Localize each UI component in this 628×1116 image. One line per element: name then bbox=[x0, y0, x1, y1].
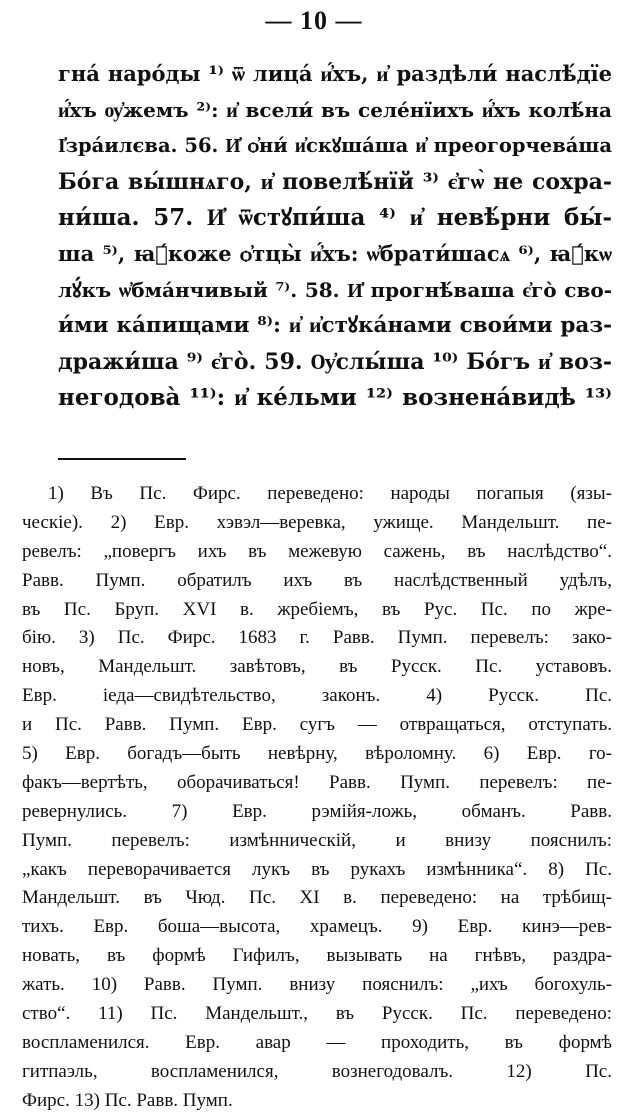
main-text-line: Бо́га вы́шнѧго, и҆ повелѣ́нїй ³⁾ є҆гѡ̀ не сохра- bbox=[58, 169, 612, 195]
footnote-line: бію. 3) Пс. Фирс. 1683 г. Равв. Пумп. перевелъ: зако- bbox=[22, 627, 612, 649]
footnote-separator-rule bbox=[58, 458, 186, 460]
main-text-line: ни́ша. 57. И҆ ѿстꙋпи́ша ⁴⁾ и҆ невѣ́рни бы́- bbox=[58, 204, 612, 231]
main-text bbox=[58, 56, 612, 416]
main-text-line: І҆зрáилєва. 56. И҆ ѻ҆ни́ и҆скꙋша́ша и҆ преогорчева́ша bbox=[58, 134, 612, 157]
footnote-line: „какъ переворачивается лукъ въ рукахъ измѣнника“. 8) Пс. bbox=[22, 858, 612, 880]
footnote-line: факъ—вертѣть, оборачиваться! Равв. Пумп. перевелъ: пе- bbox=[22, 771, 612, 793]
main-text-line: и҆́хъ ѹ҆жемъ ²⁾: и҆ всели́ въ селе́нїихъ и҆́хъ колѣ́на bbox=[58, 98, 612, 122]
footnote-line: 1) Въ Пс. Фирс. переведено: народы погапыя (язы- bbox=[48, 483, 612, 504]
main-text-line: и́ми ка́пищами ⁸⁾: и҆ и҆стꙋка́нами свои́ми раз- bbox=[58, 313, 612, 338]
main-text-line: ша ⁵⁾, ꙗ҆́коже ѻ҆тцы̀ и҆́хъ: ѡ҆брати́шасѧ ⁶⁾, ꙗ҆́кѡ bbox=[58, 241, 612, 266]
main-text-line: гнá нарóды ¹⁾ ѿ лицá и҆́хъ, и҆ раздѣли́ наслѣ́дїе bbox=[58, 61, 612, 86]
footnote-line: и Пс. Равв. Пумп. Евр. сугъ — отвращаться, отступать. bbox=[22, 714, 612, 736]
footnote-line: Евр. іеда—свидѣтельство, законъ. 4) Русск. Пс. bbox=[22, 685, 612, 707]
footnote-line: Пумп. перевелъ: измѣнническій, и внизу пояснилъ: bbox=[22, 829, 612, 851]
page-number: — 10 — bbox=[265, 6, 363, 35]
footnote-line: гитпаэль, воспламенился, вознегодовалъ. 12) Пс. bbox=[22, 1060, 612, 1082]
footnote-line: жать. 10) Равв. Пумп. внизу пояснилъ: „ихъ богохуль- bbox=[22, 974, 612, 996]
footnote-line: 5) Евр. богадъ—быть невѣрну, вѣроломну. 6) Евр. го- bbox=[22, 743, 612, 765]
footnote-line: ческіе). 2) Евр. хэвэл—веревка, ужище. Мандельшт. пе- bbox=[22, 511, 612, 533]
footnotes bbox=[22, 480, 612, 1116]
footnote-line: воспламенился. Евр. авар — проходить, въ формѣ bbox=[22, 1031, 612, 1053]
main-text-line: лꙋ́къ ѡ҆бма́нчивый ⁷⁾. 58. И҆ прогнѣ́ваша є҆го̀ сво- bbox=[58, 278, 612, 302]
footnote-line: въ Пс. Бруп. XVI в. жребіемъ, въ Рус. Пс. по жре- bbox=[22, 598, 612, 620]
footnote-line: Мандельшт. въ Чюд. Пс. XI в. переведено: на трѣбищ- bbox=[22, 887, 612, 909]
footnote-line: новать, въ формѣ Гифилъ, вызывать на гнѣвъ, раздра- bbox=[22, 945, 612, 967]
footnote-line: новъ, Мандельшт. завѣтовъ, въ Русск. Пс. уставовъ. bbox=[22, 656, 612, 678]
main-text-line: негодова̀ ¹¹⁾: и҆ ке́льми ¹²⁾ вознена́видѣ ¹³⁾ bbox=[58, 384, 612, 411]
footnote-line: ство“. 11) Пс. Мандельшт., въ Русск. Пс. переведено: bbox=[22, 1003, 612, 1025]
footnote-line: тихъ. Евр. боша—высота, храмецъ. 9) Евр. кинэ—рев- bbox=[22, 916, 612, 938]
main-text-line: дражи́ша ⁹⁾ є҆го̀. 59. Ѹ҆слы́ша ¹⁰⁾ Бо́гъ и҆ воз- bbox=[58, 349, 612, 375]
footnote-line: Равв. Пумп. обратилъ ихъ въ наслѣдственный удѣлъ, bbox=[22, 569, 612, 591]
footnote-line: Фирс. 13) Пс. Равв. Пумп. bbox=[22, 1089, 233, 1111]
footnote-line: ревернулись. 7) Евр. рэмійя-ложь, обманъ. Равв. bbox=[22, 800, 612, 822]
footnote-line: ревелъ: „повергъ ихъ въ межевую сажень, въ наслѣдство“. bbox=[22, 540, 612, 562]
